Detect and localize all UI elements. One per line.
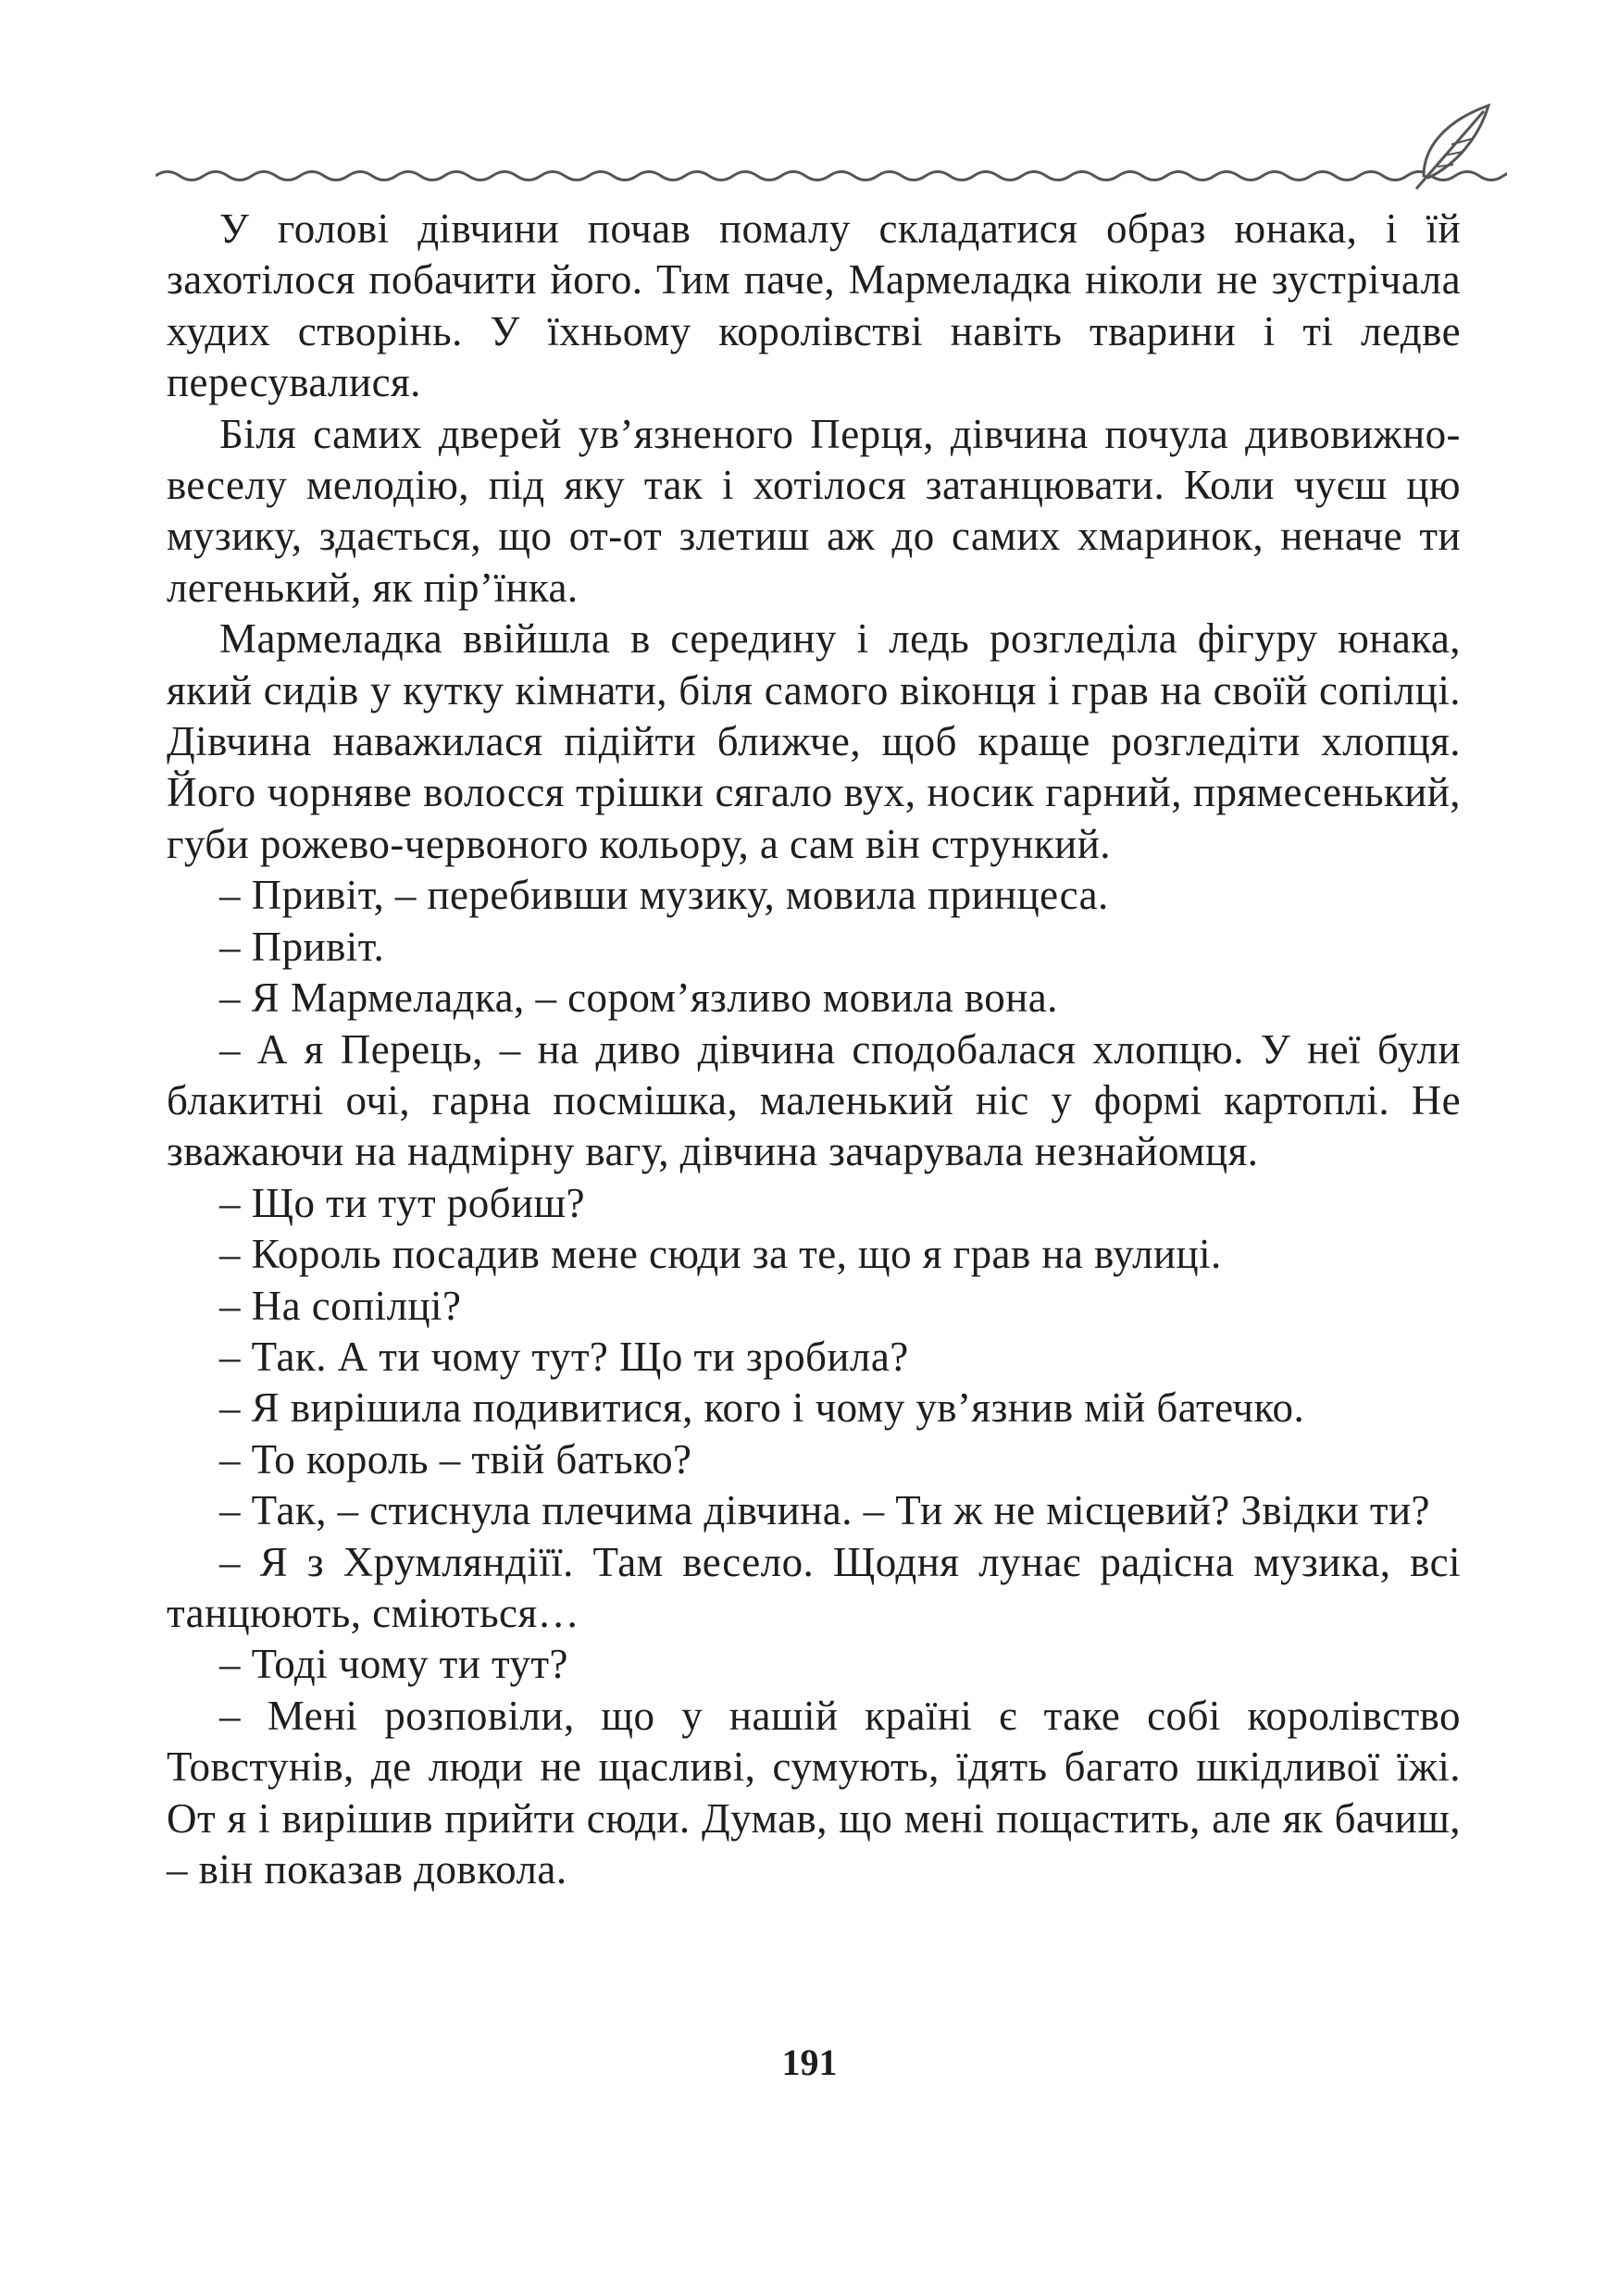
dialogue-line: – Я з Хрумляндіїї. Там весело. Щодня лунає радісна музика, всі танцюють, сміються… — [167, 1538, 1461, 1636]
dialogue-line: – Король посадив мене сюди за те, що я грав на вулиці. — [219, 1231, 1222, 1278]
dialogue-line: – Привіт. — [219, 923, 385, 970]
paragraph: У голові дівчини почав помалу складатися образ юнака, і їй захотілося побачити його. Тим паче, Мармеладка ніколи не зустрічала худих створінь. У їхньому королівстві навіть тварини і ті ледве пересувалися. — [167, 205, 1461, 406]
paragraph: Мармеладка ввійшла в середину і ледь розгледіла фігуру юнака, який сидів у кутку кімнати, біля самого віконця і грав на своїй сопілці. Дівчина наважилася підійти ближче, щоб краще розгледіти хлопця. Його чорняве волосся трішки сягало вух, носик гарний, прямесенький, губи рожево-червоного кольору, а сам він стрункий. — [167, 615, 1461, 867]
header-ornament — [156, 100, 1507, 202]
wavy-divider-line — [156, 172, 1507, 180]
dialogue-line: – Що ти тут робиш? — [219, 1179, 586, 1226]
dialogue-line: – А я Перець, – на диво дівчина сподобалася хлопцю. У неї були блакитні очі, гарна посмішка, маленький ніс у формі картоплі. Не зважаючи на надмірну вагу, дівчина зачарувала незнайомця. — [167, 1025, 1461, 1175]
dialogue-line: – На сопілці? — [219, 1282, 462, 1329]
dialogue-line: – Привіт, – перебивши музику, мовила принцеса. — [219, 872, 1109, 919]
dialogue-line: – Я Мармеладка, – сором’язливо мовила вона. — [219, 974, 1058, 1022]
dialogue-line: – Так, – стиснула плечима дівчина. – Ти ж не місцевий? Звідки ти? — [219, 1487, 1430, 1534]
dialogue-line: – Я вирішила подивитися, кого і чому ув’язнив мій батечко. — [219, 1384, 1305, 1432]
page-number: 191 — [781, 2042, 838, 2083]
story-text — [167, 204, 1461, 1895]
dialogue-line: – Так. А ти чому тут? Що ти зробила? — [219, 1333, 909, 1380]
dialogue-line: – То король – твій батько? — [219, 1435, 692, 1483]
dialogue-line: – Мені розповіли, що у нашій країні є таке собі королівство Товстунів, де люди не щасливі, сумують, їдять багато шкідливої їжі. От я і вирішив прийти сюди. Думав, що мені пощастить, але як бачиш, – він показав довкола. — [167, 1692, 1461, 1893]
dialogue-line: – Тоді чому ти тут? — [219, 1641, 568, 1688]
paragraph: Біля самих дверей ув’язненого Перця, дівчина почула дивовижно-веселу мелодію, під яку так і хотілося затанцювати. Коли чуєш цю музику, здається, що от-от злетиш аж до самих хмаринок, неначе ти легенький, як пір’їнка. — [167, 410, 1461, 611]
